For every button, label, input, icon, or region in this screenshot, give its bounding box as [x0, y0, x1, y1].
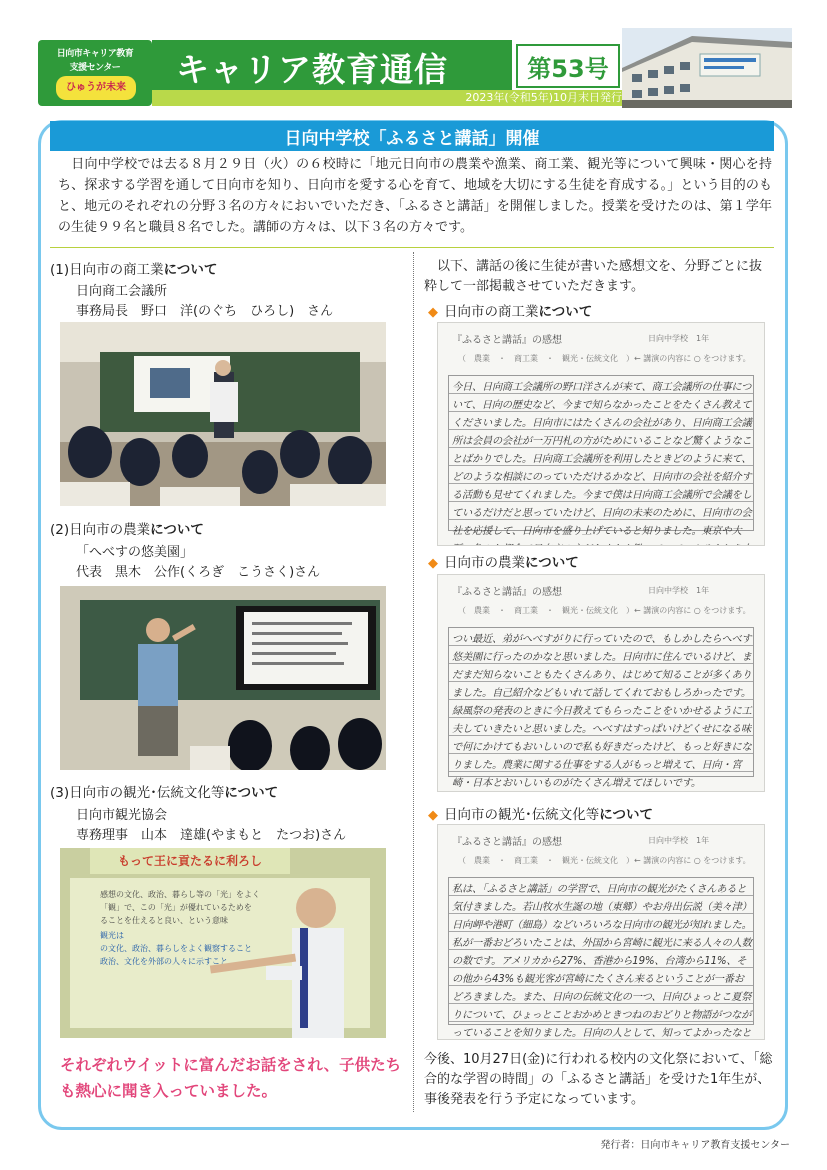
sheet-title: 『ふるさと講話』の感想: [452, 837, 562, 848]
lecture-3-heading: [50, 781, 278, 801]
impression-1-heading: [428, 300, 592, 320]
lecture-2-suffix: について: [150, 522, 204, 538]
impression-3-topic: 日向市の観光･伝統文化等: [444, 807, 600, 823]
lecture-3-speaker: 専務理事 山本 達雄(やまもと たつお)さん: [76, 828, 347, 843]
lecture-3-topic: (3)日向市の観光･伝統文化等: [50, 785, 225, 801]
slide-line: 政治、文化を外部の人々に示すこと: [100, 957, 228, 966]
slide-line: 「観」で、この「光」が優れているためを: [100, 903, 252, 912]
event-announcement: 今後、10月27日(金)に行われる校内の文化祭において、「総合的な学習の時間」の「ふるさと講話」を受けた1年生が、事後発表を行う予定になっています。: [424, 1052, 773, 1107]
lecture-2-org: 「へべすの悠美園」: [76, 545, 194, 560]
impression-1-sheet: [437, 322, 765, 546]
lecture-1-photo: [60, 322, 386, 506]
impression-1-text: 今日、日向商工会議所の野口洋さんが来て、商工会議所の仕事について、日向の歴史など、今まで知らなかったことをたくさん教えてくださいました。日向市にはたくさんの会社があり、日向商工会議所は会員の会社が一万円札の方がためにいることなど驚くようなことばかりでした。日向商工会議所を利用したときどのように来て、どのような相談にのっていただけるかなど、日向市の会社を紹介する活動も見せてくれました。今まで僕は日向商工会議所で会議をしているだけだと思っていたけど、日向の未来のために、日向市の会社を応援して、日向市を盛り上げていると知りました。東京や大: [452, 382, 752, 537]
lecture-1-suffix: について: [163, 262, 218, 278]
logo-mascot: ひゅうが未来: [56, 76, 136, 100]
lecture-2-speaker: 代表 黒木 公作(くろぎ こうさく)さん: [76, 565, 321, 580]
lecture-1-speaker: 事務局長 野口 洋(のぐち ひろし) さん: [76, 304, 334, 319]
impression-1-suffix: について: [538, 304, 593, 320]
impression-3-heading: [428, 803, 653, 823]
impression-1-topic: 日向市の商工業: [444, 304, 539, 320]
lecture-2-heading: [50, 518, 204, 538]
impression-2-suffix: について: [525, 555, 579, 571]
sheet-school: 日向中学校 1年: [648, 836, 710, 845]
impression-2-topic: 日向市の農業: [444, 555, 525, 571]
publisher-credit: 発行者：日向市キャリア教育支援センター: [600, 1140, 790, 1151]
lecture-1-org: 日向商工会議所: [76, 284, 168, 299]
impression-2-text: つい最近、弟がへべすがりに行っていたので、もしかしたらへべす悠美園に行ったのかなと思いました。日向市に住んでいるけど、まだまだ知らないこともたくさんあり、はじめて知ることが多くありました。自己紹介などもいれて話してくれておもしろかったです。緑風祭の発表のときに今日教えてもらったことをいかせるように工夫していきたいと思いました。へべすはすっぱいけどくせになる味で何にかけてもおいしいので私も好きだったけど、もっと好きになりました。農業に関する仕事をする人がもっと増えて、日向・宮崎・日本とおいしいものがたくさん増えてほしいです。: [452, 634, 752, 789]
lecture-2-topic: (2)日向市の農業: [50, 522, 151, 538]
slide-title: もって王に貢たるに利ろし: [90, 848, 290, 874]
slide-line: 感想の文化、政治、暮らし等の「光」をよく: [100, 890, 260, 899]
lecture-1-topic: (1)日向市の商工業: [50, 262, 164, 278]
newsletter-title: キャリア教育通信: [176, 50, 448, 89]
slide-line: ることを仕えると良い、という意味: [100, 916, 228, 925]
slide-line: 観光は: [100, 931, 124, 940]
sheet-school: 日向中学校 1年: [648, 586, 710, 595]
sheet-title: 『ふるさと講話』の感想: [452, 335, 562, 346]
impressions-intro: 以下、講話の後に生徒が書いた感想文を、分野ごとに抜粋して一部掲載させていただきます。: [424, 259, 763, 294]
slide-line: の文化、政治、暮らしをよく観察すること: [100, 944, 252, 953]
sheet-title: 『ふるさと講話』の感想: [452, 587, 562, 598]
article-intro: 日向中学校では去る８月２９日（火）の６校時に「地元日向市の農業や漁業、商工業、観光等について興味・関心を持ち、探求する学習を通して日向市を知り、日向市を愛する心を育て、地域を大切にする生徒を育成する。」という目的のもと、地元のそれぞれの分野３名の方々においでいただき、「ふるさと講話」を開催しました。授業を受けたのは、第１学年の生徒９９名と職員８名でした。講師の方々は、以下３名の方々です。: [58, 157, 772, 235]
impression-2-heading: [428, 551, 579, 571]
divider: [50, 247, 774, 248]
center-logo: [38, 40, 152, 106]
building-photo: [622, 28, 792, 108]
sheet-school: 日向中学校 1年: [648, 334, 710, 343]
sheet-categories: （ 農業 ・ 商工業 ・ 観光・伝統文化 ）← 講演の内容に ○ をつけます。: [458, 606, 751, 615]
logo-line1: 日向市キャリア教育: [56, 49, 134, 59]
issue-number: 第53号: [516, 44, 620, 88]
article-title: 日向中学校「ふるさと講話」開催: [50, 121, 774, 151]
impression-3-suffix: について: [599, 807, 653, 823]
lecture-1-heading: [50, 258, 217, 278]
diamond-icon: ◆: [428, 556, 438, 571]
column-divider: [413, 252, 414, 1112]
diamond-icon: ◆: [428, 305, 438, 320]
lecture-3-suffix: について: [224, 785, 279, 801]
lecture-3-photo: [60, 848, 386, 1038]
diamond-icon: ◆: [428, 808, 438, 823]
logo-line2: 支援センター: [69, 63, 121, 73]
impression-3-sheet: [437, 824, 765, 1040]
sheet-categories: （ 農業 ・ 商工業 ・ 観光・伝統文化 ）← 講演の内容に ○ をつけます。: [458, 354, 751, 363]
impression-2-sheet: [437, 574, 765, 792]
sheet-categories: （ 農業 ・ 商工業 ・ 観光・伝統文化 ）← 講演の内容に ○ をつけます。: [458, 856, 751, 865]
impression-3-text: 私は、「ふるさと講話」の学習で、日向市の観光がたくさんあると気付きました。若山牧水生誕の地（東郷）やお舟出伝説（美々津）日向岬や港町（細島）などいろいろな日向市の観光が知れました。私が一番おどろいたことは、外国から宮崎に観光に来る人々の人数の数です。アメリカから27%、香港から19%、台湾から11%、その他から43%も観光客が宮崎にたくさん来るということが一番おどろきました。また、日向の伝統文化の一つ、日向ひょっとこ夏祭りについて、ひょっとことおかめときつねのおどりと物語がつながっていることを知りました。日向の人として、知ってよかったなと: [452, 884, 752, 1039]
lecture-3-org: 日向市観光協会: [76, 808, 168, 823]
lecture-2-photo: [60, 586, 386, 770]
issue-date: 2023年(令和5年)10月末日発行: [465, 91, 622, 104]
closing-remark: それぞれウイットに富んだお話をされ、子供たちも熱心に聞き入っていました。: [60, 1056, 402, 1100]
